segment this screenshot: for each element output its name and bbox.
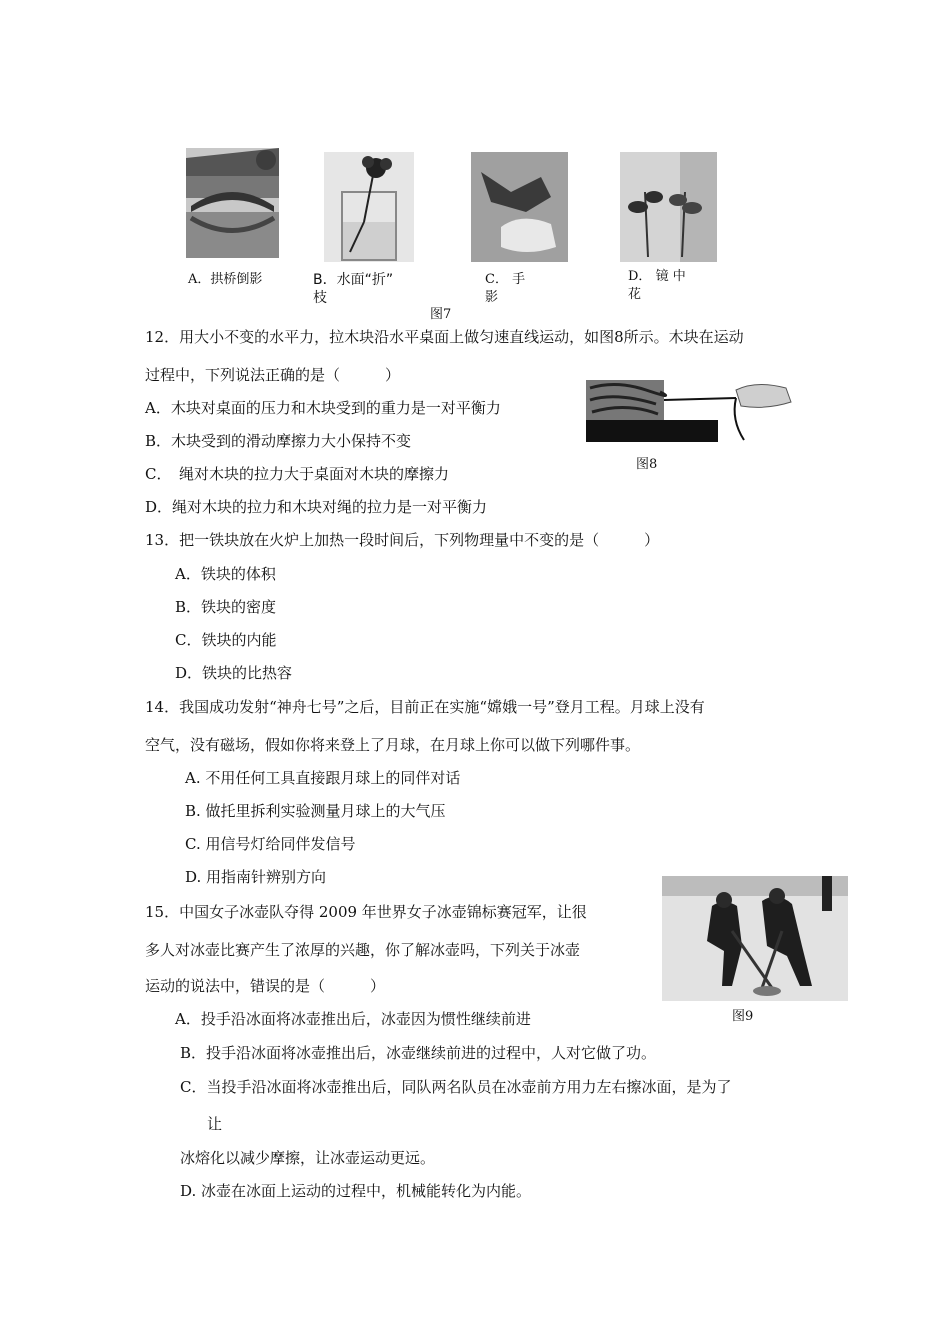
option-text: 手 — [512, 272, 526, 287]
fig8-label: 图8 — [636, 457, 658, 472]
option-text-continued: 花 — [628, 287, 642, 302]
q14-stem-line1: 14．我国成功发射“神舟七号”之后，目前正在实施“嫦娥一号”登月工程。月球上没有 — [145, 698, 705, 716]
fig7-option-a-caption — [188, 271, 262, 289]
q12-option-b: B．木块受到的滑动摩擦力大小保持不变 — [145, 432, 412, 450]
q15-option-d: D. 冰壶在冰面上运动的过程中，机械能转化为内能。 — [180, 1182, 532, 1200]
q15-option-c-line1: C．当投手沿冰面将冰壶推出后，同队两名队员在冰壶前方用力左右擦冰面，是为了 — [180, 1078, 732, 1096]
q15-stem-line2: 多人对冰壶比赛产生了浓厚的兴趣，你了解冰壶吗，下列关于冰壶 — [145, 941, 581, 959]
option-letter: B — [313, 272, 323, 288]
fig9-curling-photo — [662, 876, 848, 1001]
q13-option-c: C．铁块的内能 — [175, 631, 277, 649]
q15-option-c-line2: 让 — [207, 1115, 223, 1133]
q14-option-a: A. 不用任何工具直接跟月球上的同伴对话 — [185, 769, 461, 787]
option-text-continued: 枝 — [313, 290, 327, 306]
fig7-label: 图7 — [430, 307, 452, 322]
q12-stem-line1: 12．用大小不变的水平力，拉木块沿水平桌面上做匀速直线运动，如图8所示。木块在运动 — [145, 328, 744, 346]
q12-option-a: A．木块对桌面的压力和木块受到的重力是一对平衡力 — [145, 399, 501, 417]
q14-option-c: C. 用信号灯给同伴发信号 — [185, 835, 356, 853]
q13-option-b: B．铁块的密度 — [175, 598, 277, 616]
q15-stem-line1: 15．中国女子冰壶队夺得 2009 年世界女子冰壶锦标赛冠军，让很 — [145, 903, 587, 921]
q13-option-a: A．铁块的体积 — [175, 565, 276, 583]
q12-option-c: C． 绳对木块的拉力大于桌面对木块的摩擦力 — [145, 465, 449, 483]
q15-option-b: B．投手沿冰面将冰壶推出后，冰壶继续前进的过程中，人对它做了功。 — [180, 1044, 657, 1062]
fig7-option-c-caption — [485, 271, 525, 307]
q12-stem-line2: 过程中，下列说法正确的是（ ） — [145, 366, 401, 384]
fig7-mirror-flower-photo — [620, 152, 717, 262]
fig7-branch-in-water-photo — [324, 152, 414, 262]
option-text: 拱桥倒影 — [210, 272, 263, 287]
fig7-hand-shadow-photo — [471, 152, 568, 262]
q13-option-d: D．铁块的比热容 — [175, 664, 293, 682]
option-letter: D． — [628, 269, 652, 284]
fig9-label: 图9 — [732, 1009, 754, 1024]
q14-option-d: D. 用指南针辨别方向 — [185, 868, 327, 886]
q15-option-a: A．投手沿冰面将冰壶推出后，冰壶因为惯性继续前进 — [175, 1010, 531, 1028]
option-text-continued: 影 — [485, 290, 499, 305]
option-text: ．水面“折” — [322, 272, 394, 288]
q13-stem: 13．把一铁块放在火炉上加热一段时间后，下列物理量中不变的是（ ） — [145, 531, 660, 549]
option-letter: A． — [188, 272, 211, 287]
q15-option-c-line3: 冰熔化以减少摩擦，让冰壶运动更远。 — [180, 1149, 436, 1167]
q14-stem-line2: 空气，没有磁场，假如你将来登上了月球，在月球上你可以做下列哪件事。 — [145, 736, 641, 754]
fig7-bridge-reflection-photo — [186, 148, 279, 258]
fig7-option-d-caption — [628, 268, 686, 304]
option-letter: C． — [485, 272, 508, 287]
q15-stem-line3: 运动的说法中，错误的是（ ） — [145, 977, 386, 995]
fig7-option-b-caption — [313, 271, 393, 307]
option-text: 镜 中 — [655, 269, 686, 284]
q14-option-b: B. 做托里拆利实验测量月球上的大气压 — [185, 802, 446, 820]
fig8-block-pull-diagram — [586, 380, 796, 446]
q12-option-d: D．绳对木块的拉力和木块对绳的拉力是一对平衡力 — [145, 498, 488, 516]
